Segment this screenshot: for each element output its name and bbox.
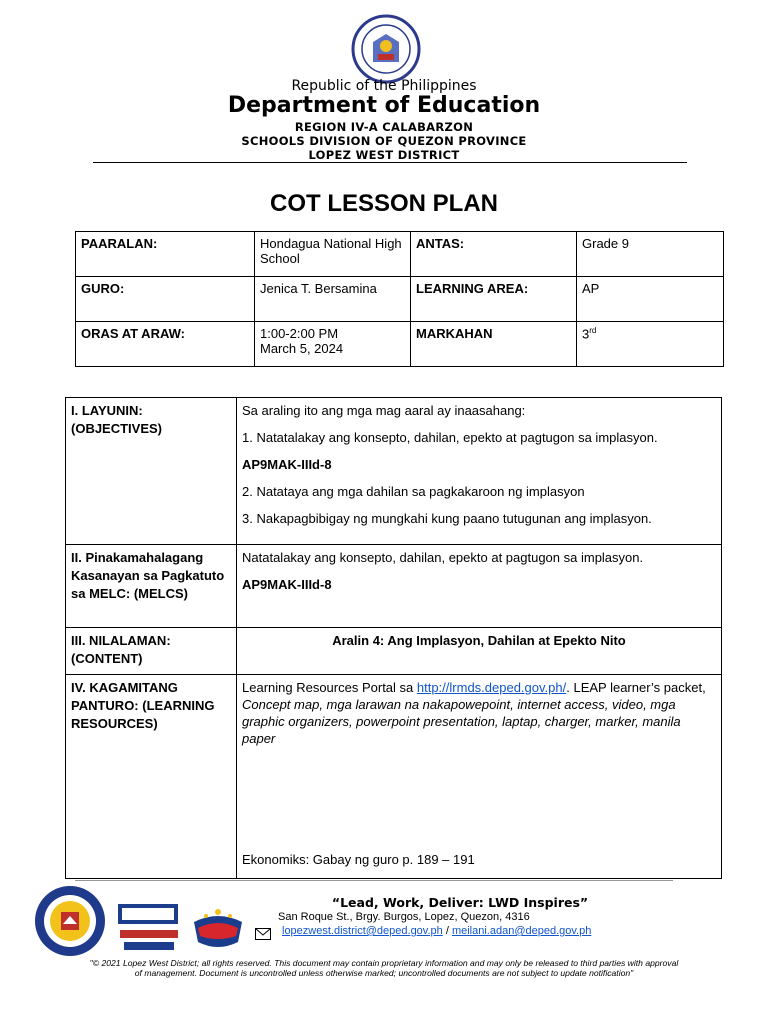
quarter-number: 3	[582, 326, 590, 342]
resources-label: IV. KAGAMITANG PANTURO: (LEARNING RESOURCES)	[66, 675, 237, 879]
district-text: LOPEZ WEST DISTRICT	[308, 148, 460, 162]
email-separator: /	[442, 925, 452, 937]
resources-text	[242, 679, 716, 747]
department-title: Department of Education	[227, 93, 541, 118]
objectives-content	[237, 398, 722, 545]
lesson-table	[65, 397, 722, 879]
date-text: March 5, 2024	[260, 341, 344, 356]
time-text: 1:00-2:00 PM	[260, 326, 339, 341]
resources-reference: Ekonomiks: Gabay ng guro p. 189 – 191	[242, 852, 475, 867]
value-paaralan: Hondagua National High School	[255, 232, 411, 277]
value-oras-at-araw	[255, 322, 411, 367]
objectives-intro: Sa araling ito ang mga mag aaral ay inaasahang:	[242, 403, 526, 418]
resources-suffix: . LEAP learner’s packet,	[566, 680, 706, 695]
lopez-west-district-seal-icon	[33, 884, 107, 958]
deped-seal-icon	[351, 14, 421, 84]
table-row	[66, 545, 722, 628]
resources-prefix: Learning Resources Portal sa	[242, 680, 417, 695]
envelope-icon	[255, 928, 271, 940]
table-row	[76, 277, 724, 322]
region-text: REGION IV-A CALABARZON	[294, 120, 474, 134]
table-row	[76, 322, 724, 367]
label-oras-at-araw: ORAS AT ARAW:	[76, 322, 255, 367]
header-divider	[93, 162, 687, 163]
table-row	[66, 628, 722, 675]
content-label: III. NILALAMAN: (CONTENT)	[66, 628, 237, 675]
content-text: Aralin 4: Ang Implasyon, Dahilan at Epekto Nito	[237, 628, 722, 675]
label-antas: ANTAS:	[411, 232, 577, 277]
label-paaralan: PAARALAN:	[76, 232, 255, 277]
page-title: COT LESSON PLAN	[269, 190, 498, 217]
value-learning-area: AP	[577, 277, 724, 322]
table-row	[66, 675, 722, 879]
label-guro: GURO:	[76, 277, 255, 322]
resources-content	[237, 675, 722, 879]
quarter-suffix: rd	[589, 326, 597, 335]
value-antas: Grade 9	[577, 232, 724, 277]
footer-disclaimer	[60, 958, 708, 978]
deped-matatag-logo-icon	[116, 900, 182, 958]
melc-label: II. Pinakamahalagang Kasanayan sa Pagkatuto sa MELC: (MELCS)	[66, 545, 237, 628]
label-learning-area: LEARNING AREA:	[411, 277, 577, 322]
value-markahan	[577, 322, 724, 367]
objectives-label: I. LAYUNIN: (OBJECTIVES)	[66, 398, 237, 545]
footer-divider	[75, 880, 673, 881]
disclaimer-line-2: of management. Document is uncontrolled unless otherwise marked; uncontrolled documents are not subject to update notification"	[134, 968, 634, 978]
footer-motto: “Lead, Work, Deliver: LWD Inspires”	[331, 895, 589, 910]
lrmds-link[interactable]: http://lrmds.deped.gov.ph/	[416, 680, 567, 695]
melc-text: Natatalakay ang konsepto, dahilan, epekto at pagtugon sa implasyon.	[242, 550, 644, 565]
melc-content	[237, 545, 722, 628]
info-table	[75, 231, 724, 367]
footer-emails	[282, 925, 591, 937]
objective-item-3: 3. Nakapagbibigay ng mungkahi kung paano tutugunan ang implasyon.	[242, 511, 652, 526]
label-markahan: MARKAHAN	[411, 322, 577, 367]
table-row	[66, 398, 722, 545]
disclaimer-line-1: "© 2021 Lopez West District; all rights reserved. This document may contain proprietary information and may only be released to third parties with approval	[89, 958, 679, 968]
resources-materials: Concept map, mga larawan na nakapowepoint, internet access, video, mga graphic organizers, powerpoint presentation, laptap, charger, marker, manila paper	[242, 697, 681, 746]
republic-text: Republic of the Philippines	[291, 78, 477, 94]
email-link-adan[interactable]: meilani.adan@deped.gov.ph	[451, 925, 592, 937]
melc-code: AP9MAK-IIId-8	[242, 577, 332, 592]
table-row	[76, 232, 724, 277]
objective-item-2: 2. Natataya ang mga dahilan sa pagkakaroon ng implasyon	[242, 484, 585, 499]
objective-item-1: 1. Natatalakay ang konsepto, dahilan, epekto at pagtugon sa implasyon.	[242, 430, 658, 445]
value-guro: Jenica T. Bersamina	[255, 277, 411, 322]
division-text: SCHOOLS DIVISION OF QUEZON PROVINCE	[241, 134, 527, 148]
footer-address: San Roque St., Brgy. Burgos, Lopez, Quezon, 4316	[278, 911, 530, 923]
email-link-district[interactable]: lopezwest.district@deped.gov.ph	[282, 925, 443, 937]
competency-code: AP9MAK-IIId-8	[242, 457, 332, 472]
bagong-pilipinas-logo-icon	[190, 902, 246, 954]
